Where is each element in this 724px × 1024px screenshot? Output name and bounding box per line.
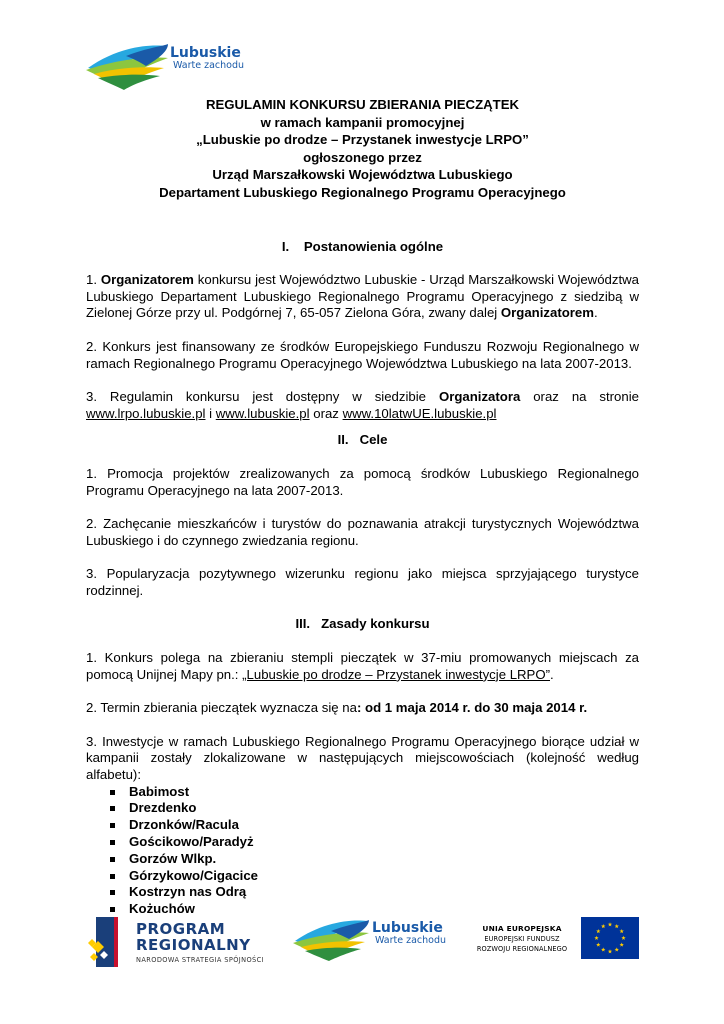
eu-line-1: UNIA EUROPEJSKA: [482, 924, 562, 933]
title-line: Urząd Marszałkowski Województwa Lubuskiego: [212, 167, 513, 183]
paragraph: 2. Termin zbierania pieczątek wyznacza się na: od 1 maja 2014 r. do 30 maja 2014 r.: [86, 700, 588, 716]
eu-line-2: EUROPEJSKI FUNDUSZ: [484, 935, 560, 943]
program-line-1: PROGRAM: [136, 920, 226, 938]
paragraph: 3. Popularyzacja pozytywnego wizerunku regionu jako miejsca sprzyjającego turystyce rodzinnej.: [86, 566, 639, 598]
eu-line-3: ROZWOJU REGIONALNEGO: [476, 944, 568, 953]
title-line: Departament Lubuskiego Regionalnego Programu Operacyjnego: [159, 184, 566, 200]
list-item: Drezdenko: [110, 800, 639, 817]
program-regionalny-text: [136, 921, 264, 964]
paragraph: 2. Konkurs jest finansowany ze środków Europejskiego Funduszu Rozwoju Regionalnego w ramach Regionalnego Programu Operacyjnego Województwa Lubuskiego na lata 2007-2013.: [86, 338, 639, 371]
paragraph: 3. Regulamin konkursu jest dostępny w siedzibie Organizatora oraz na stronie www.lrpo.lubuskie.pl i www.lubuskie.pl oraz www.10latwUE.lubuskie.pl: [86, 389, 639, 421]
brand-name: Lubuskie: [170, 45, 241, 61]
brand-tagline: Warte zachodu: [173, 60, 245, 71]
list-item: Gorzów Wlkp.: [110, 851, 639, 868]
link-10latwue[interactable]: www.10latwUE.lubuskie.pl: [342, 405, 497, 421]
paragraph: 1. Promocja projektów zrealizowanych za pomocą środków Lubuskiego Regionalnego Programu Operacyjnego na lata 2007-2013.: [86, 465, 639, 498]
list-item: Górzykowo/Cigacice: [110, 868, 639, 885]
program-line-2: REGIONALNY: [136, 936, 251, 954]
brand-name: Lubuskie: [372, 920, 443, 936]
link-lrpo[interactable]: www.lrpo.lubuskie.pl: [86, 405, 206, 421]
section-heading-2: [86, 432, 639, 449]
eu-text: [468, 923, 576, 954]
section-number: III.: [295, 616, 311, 632]
section-title: Zasady konkursu: [321, 616, 430, 632]
footer-logos: [0, 905, 724, 975]
lubuskie-footer-text: [372, 921, 446, 946]
paragraph: 3. Inwestycje w ramach Lubuskiego Regionalnego Programu Operacyjnego biorące udział w kampanii zostały zlokalizowane w następujących miejscowościach (kolejność według alfabetu):: [86, 733, 639, 783]
section-title: Postanowienia ogólne: [303, 238, 444, 254]
list-item: Kostrzyn nas Odrą: [110, 884, 639, 901]
section-heading-1: [86, 239, 639, 256]
title-line: „Lubuskie po drodze – Przystanek inwestycje LRPO”: [196, 132, 529, 148]
section-number: II.: [337, 432, 349, 448]
list-item: Drzonków/Racula: [110, 817, 639, 834]
paragraph: 1. Organizatorem konkursu jest Województwo Lubuskie - Urząd Marszałkowski Województwa Lubuskiego Departament Lubuskiego Regionalnego Programu Operacyjnego z siedzibą w Zielonej Górze przy ul. Podgórnej 7, 65-057 Zielona Góra, zwany dalej Organizatorem.: [86, 272, 639, 321]
section-title: Cele: [359, 432, 388, 448]
paragraph: 2. Zachęcanie mieszkańców i turystów do poznawania atrakcji turystycznych Województwa Lubuskiego i do czynnego zwiedzania regionu.: [86, 516, 639, 548]
document-body: [86, 96, 639, 918]
eu-flag-icon: [581, 917, 639, 959]
paragraph: 1. Konkurs polega na zbieraniu stempli pieczątek w 37-miu promowanych miejscach za pomocą Unijnej Mapy pn.: „Lubuskie po drodze – Przystanek inwestycje LRPO”.: [86, 650, 639, 682]
link-lubuskie[interactable]: www.lubuskie.pl: [215, 405, 310, 421]
list-item: Kożuchów: [110, 901, 639, 918]
program-regionalny-logo: [86, 913, 132, 969]
list-item: Gościkowo/Paradyż: [110, 834, 639, 851]
section-heading-3: [86, 616, 639, 633]
lubuskie-logo-text: [170, 46, 244, 71]
title-line: REGULAMIN KONKURSU ZBIERANIA PIECZĄTEK: [205, 97, 520, 112]
places-list: [86, 784, 639, 918]
list-item: Babimost: [110, 784, 639, 801]
title-line: ogłoszonego przez: [303, 149, 422, 165]
program-line-3: NARODOWA STRATEGIA SPÓJNOŚCI: [136, 956, 264, 964]
title-line: w ramach kampanii promocyjnej: [260, 114, 465, 130]
document-title: [86, 96, 639, 202]
section-number: I.: [281, 238, 290, 254]
brand-tagline: Warte zachodu: [375, 935, 447, 946]
